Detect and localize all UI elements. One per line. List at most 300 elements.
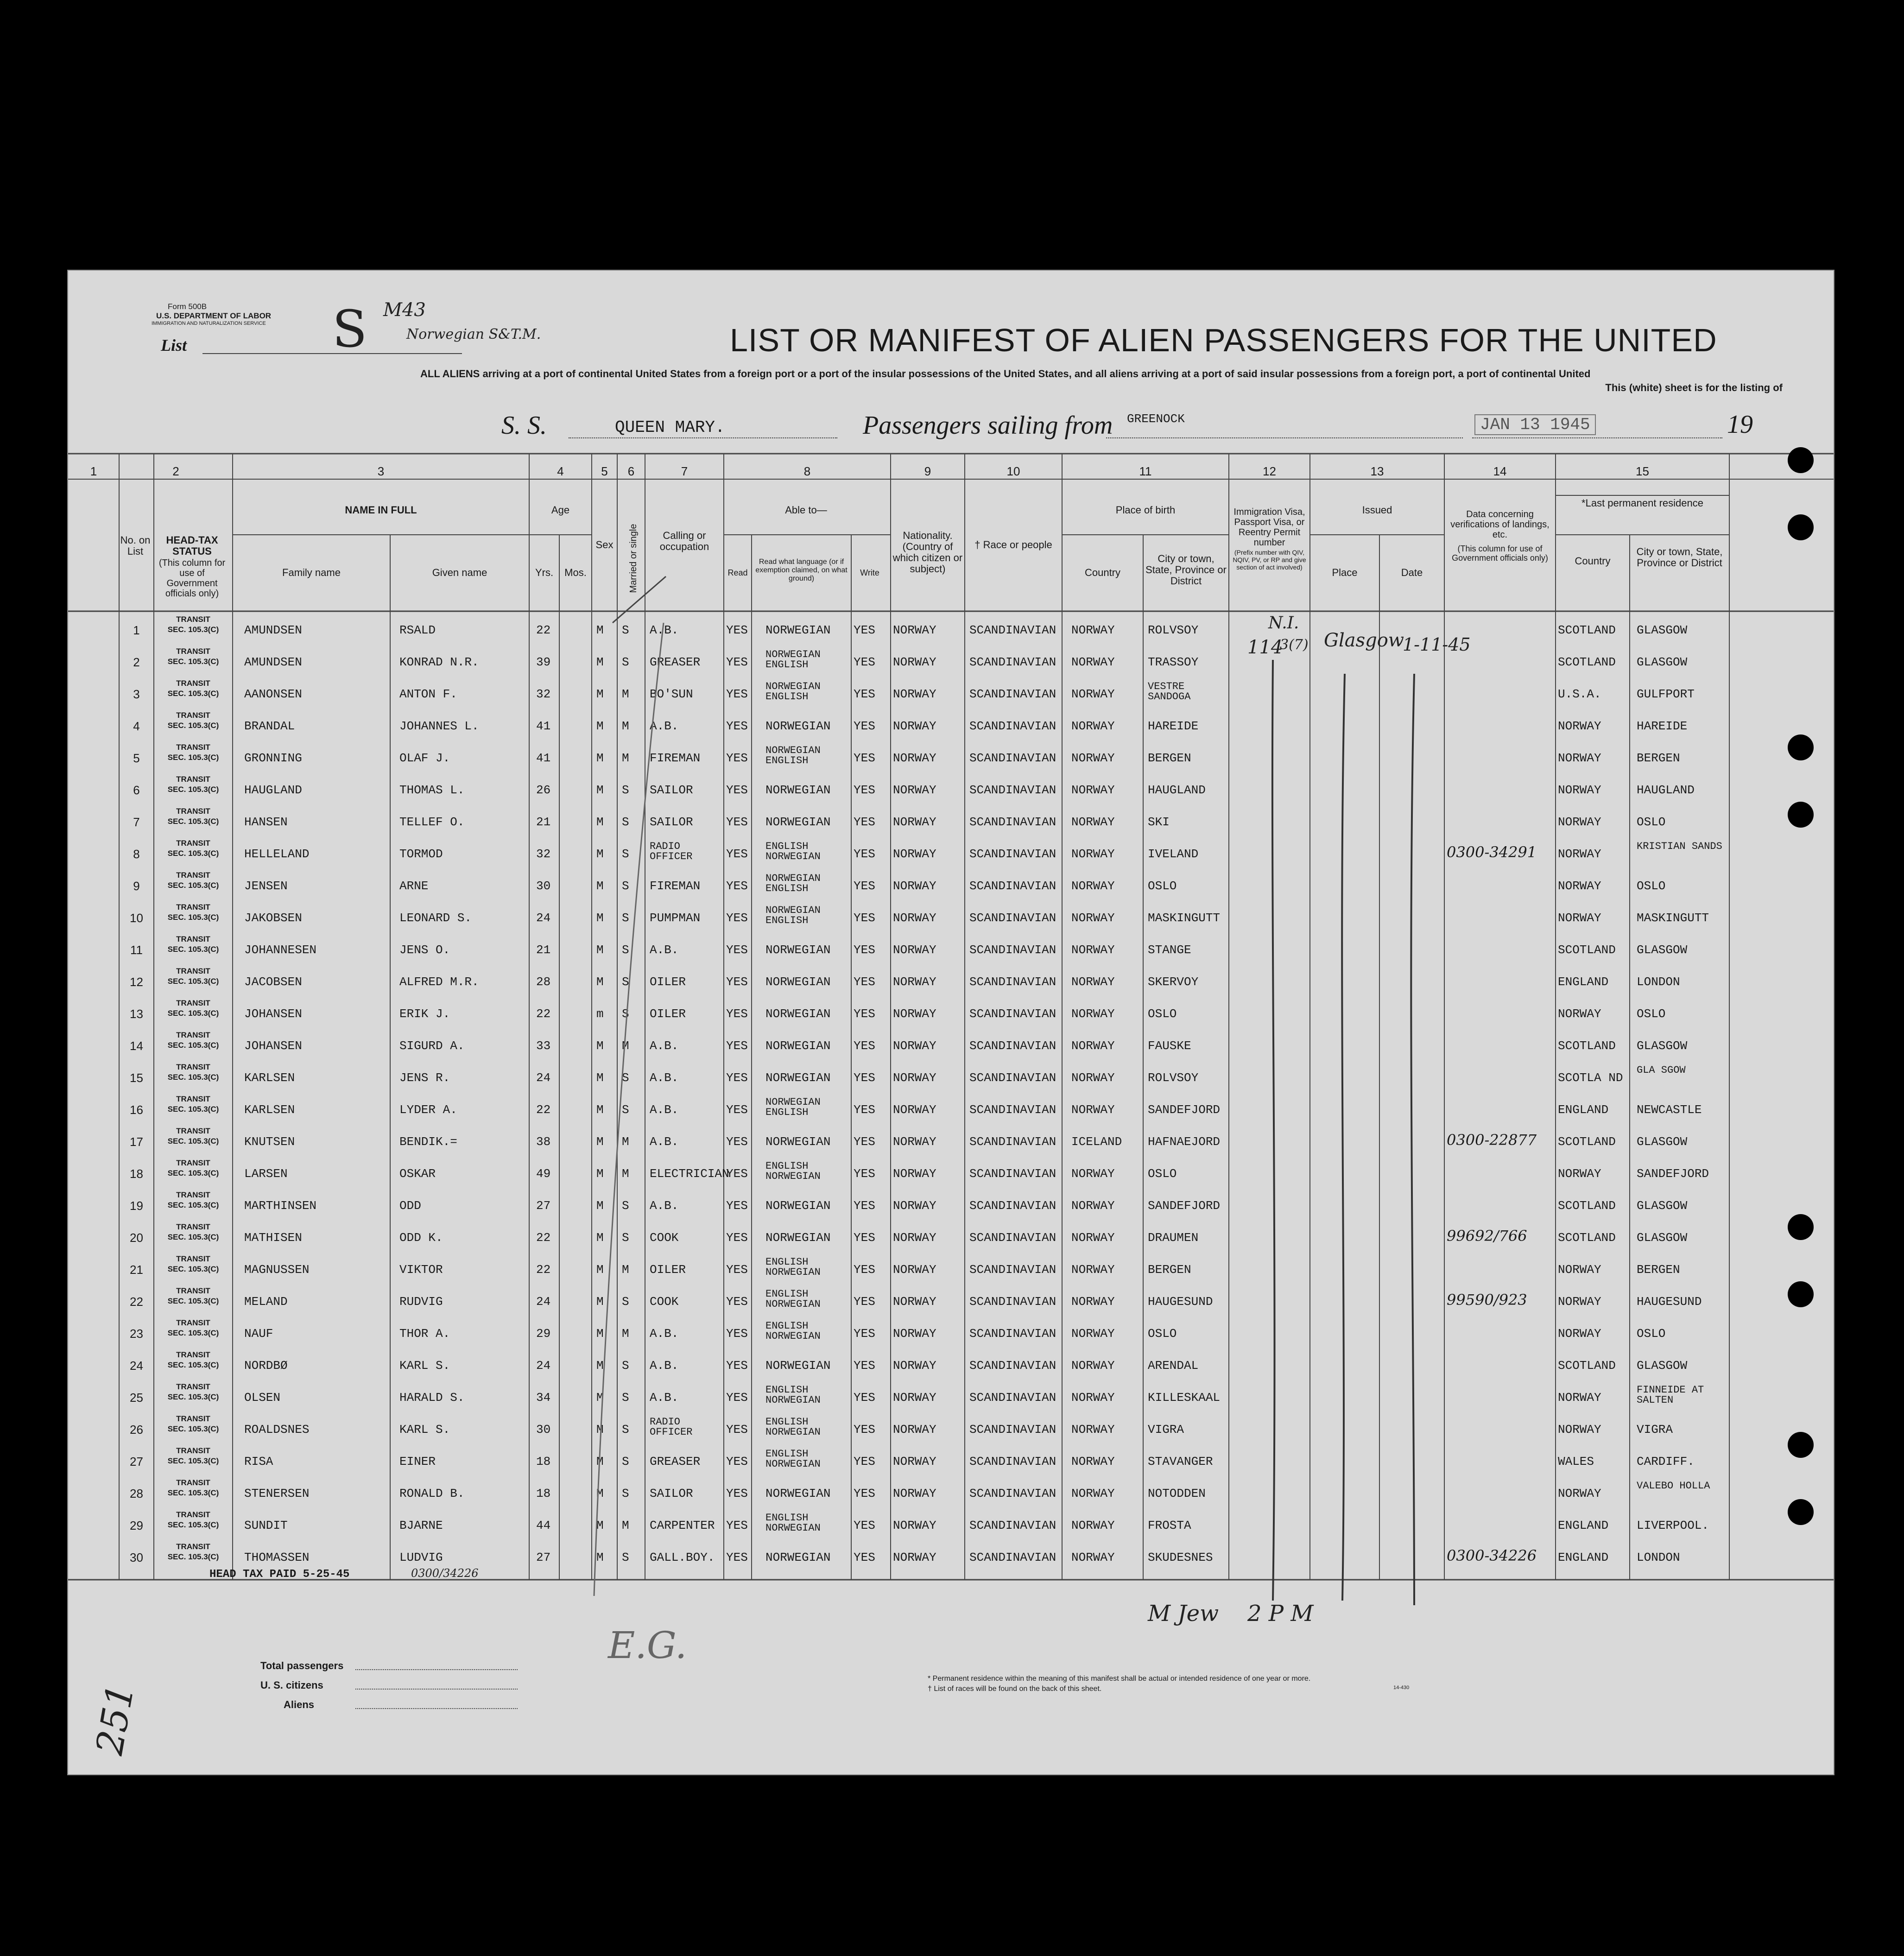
given-name: LYDER A. xyxy=(399,1103,457,1117)
age-years: 22 xyxy=(536,1007,551,1021)
can-read: YES xyxy=(726,1007,748,1021)
occupation: COOK xyxy=(650,1295,679,1309)
birth-city: STAVANGER xyxy=(1148,1455,1213,1469)
race: SCANDINAVIAN xyxy=(969,1263,1056,1277)
sex: M xyxy=(596,1039,604,1053)
given-name: OSKAR xyxy=(399,1167,436,1181)
can-read: YES xyxy=(726,1071,748,1085)
can-write: YES xyxy=(854,879,875,893)
row-number: 6 xyxy=(133,783,140,797)
family-name: MELAND xyxy=(244,1295,288,1309)
row-number: 25 xyxy=(130,1391,143,1405)
subtitle-2: This (white) sheet is for the listing of xyxy=(1605,382,1783,393)
marital-status: S xyxy=(622,1103,629,1117)
residence-country: NORWAY xyxy=(1558,1423,1601,1437)
birth-country: NORWAY xyxy=(1071,1359,1115,1373)
head-tax-status: TRANSIT xyxy=(176,807,210,816)
residence-city: LONDON xyxy=(1637,1551,1680,1564)
birth-country: NORWAY xyxy=(1071,1487,1115,1500)
residence-country: SCOTLAND xyxy=(1558,1039,1616,1053)
nationality: NORWAY xyxy=(893,1391,936,1405)
nationality: NORWAY xyxy=(893,1231,936,1245)
marital-status: S xyxy=(622,975,629,989)
sex: M xyxy=(596,815,604,829)
head-tax-status: TRANSIT xyxy=(176,711,210,720)
birth-city: OSLO xyxy=(1148,879,1177,893)
birth-country: NORWAY xyxy=(1071,1263,1115,1277)
birth-city: ROLVSOY xyxy=(1148,1071,1199,1085)
given-name: ODD xyxy=(399,1199,421,1213)
read-language: NORWEGIAN xyxy=(765,1551,831,1564)
sex: M xyxy=(596,975,604,989)
read-language: ENGLISH NORWEGIAN xyxy=(765,1160,821,1182)
residence-city: GLASGOW xyxy=(1637,1039,1688,1053)
birth-country: NORWAY xyxy=(1071,1103,1115,1117)
marital-status: M xyxy=(622,1039,629,1053)
verification: 99692/766 xyxy=(1447,1227,1527,1245)
age-years: 21 xyxy=(536,815,551,829)
age-years: 24 xyxy=(536,911,551,925)
birth-city: BERGEN xyxy=(1148,1263,1191,1277)
marital-status: S xyxy=(622,1071,629,1085)
can-write: YES xyxy=(854,655,875,669)
age-years: 22 xyxy=(536,1263,551,1277)
occupation: A.B. xyxy=(650,1135,679,1149)
can-read: YES xyxy=(726,655,748,669)
header-given-name: Given name xyxy=(432,567,487,578)
head-tax-section: SEC. 105.3(C) xyxy=(167,1073,219,1082)
nationality: NORWAY xyxy=(893,943,936,957)
occupation: OILER xyxy=(650,975,686,989)
race: SCANDINAVIAN xyxy=(969,687,1056,701)
sex: M xyxy=(596,1135,604,1149)
family-name: JENSEN xyxy=(244,879,288,893)
sex: M xyxy=(596,1295,604,1309)
age-years: 39 xyxy=(536,655,551,669)
birth-country: NORWAY xyxy=(1071,1551,1115,1564)
family-name: JOHANNESEN xyxy=(244,943,317,957)
given-name: TELLEF O. xyxy=(399,815,465,829)
race: SCANDINAVIAN xyxy=(969,1551,1056,1564)
residence-country: ENGLAND xyxy=(1558,975,1609,989)
birth-city: OSLO xyxy=(1148,1007,1177,1021)
family-name: MARTHINSEN xyxy=(244,1199,317,1213)
residence-city: FINNEIDE AT SALTEN xyxy=(1637,1384,1704,1406)
page-title: LIST OR MANIFEST OF ALIEN PASSENGERS FOR THE UNITED xyxy=(730,322,1717,358)
occupation: SAILOR xyxy=(650,815,693,829)
marital-status: S xyxy=(622,1487,629,1500)
header-sex: Sex xyxy=(595,539,614,551)
row-number: 29 xyxy=(130,1519,143,1532)
age-years: 27 xyxy=(536,1199,551,1213)
residence-city: VALEBO HOLLA xyxy=(1637,1480,1710,1492)
residence-city: OSLO xyxy=(1637,1007,1666,1021)
family-name: LARSEN xyxy=(244,1167,288,1181)
can-write: YES xyxy=(854,815,875,829)
occupation: A.B. xyxy=(650,1391,679,1405)
occupation: COOK xyxy=(650,1231,679,1245)
family-name: HANSEN xyxy=(244,815,288,829)
head-tax-status: TRANSIT xyxy=(176,679,210,688)
head-tax-section: SEC. 105.3(C) xyxy=(167,1009,219,1018)
header-issued-place: Place xyxy=(1332,567,1358,578)
date-stamp: JAN 13 1945 xyxy=(1474,414,1596,435)
birth-country: NORWAY xyxy=(1071,623,1115,637)
head-tax-status: TRANSIT xyxy=(176,1190,210,1199)
occupation: SAILOR xyxy=(650,1487,693,1500)
can-write: YES xyxy=(854,1359,875,1373)
race: SCANDINAVIAN xyxy=(969,1071,1056,1085)
residence-city: CARDIFF. xyxy=(1637,1455,1695,1469)
list-annotation: M43 xyxy=(383,299,426,321)
nationality: NORWAY xyxy=(893,1007,936,1021)
birth-country: NORWAY xyxy=(1071,1519,1115,1532)
residence-country: WALES xyxy=(1558,1455,1594,1469)
head-tax-section: SEC. 105.3(C) xyxy=(167,977,219,986)
sex: M xyxy=(596,783,604,797)
can-write: YES xyxy=(854,1103,875,1117)
can-write: YES xyxy=(854,847,875,861)
birth-country: NORWAY xyxy=(1071,1455,1115,1469)
birth-city: SANDEFJORD xyxy=(1148,1199,1221,1213)
sex: M xyxy=(596,1071,604,1085)
birth-city: HAFNAEJORD xyxy=(1148,1135,1221,1149)
head-tax-status: TRANSIT xyxy=(176,935,210,943)
birth-country: NORWAY xyxy=(1071,1039,1115,1053)
footer-us-citizens: U. S. citizens xyxy=(260,1679,323,1691)
race: SCANDINAVIAN xyxy=(969,1231,1056,1245)
given-name: KARL S. xyxy=(399,1423,450,1437)
read-language: NORWEGIAN ENGLISH xyxy=(765,905,821,926)
can-read: YES xyxy=(726,1391,748,1405)
binder-hole xyxy=(1788,1432,1814,1458)
residence-city: LIVERPOOL. xyxy=(1637,1519,1709,1532)
race: SCANDINAVIAN xyxy=(969,1103,1056,1117)
head-tax-status: TRANSIT xyxy=(176,775,210,784)
given-name: ODD K. xyxy=(399,1231,443,1245)
head-tax-section: SEC. 105.3(C) xyxy=(167,817,219,826)
age-years: 26 xyxy=(536,783,551,797)
residence-city: KRISTIAN SANDS xyxy=(1637,841,1722,852)
occupation: FIREMAN xyxy=(650,751,701,765)
read-language: ENGLISH NORWEGIAN xyxy=(765,1416,821,1438)
marital-status: S xyxy=(622,1391,629,1405)
sex: M xyxy=(596,1455,604,1469)
residence-country: ENGLAND xyxy=(1558,1551,1609,1564)
row-number: 26 xyxy=(130,1423,143,1437)
read-language: NORWEGIAN xyxy=(765,1071,831,1085)
occupation: A.B. xyxy=(650,1199,679,1213)
header-family-name: Family name xyxy=(282,567,341,578)
age-years: 49 xyxy=(536,1167,551,1181)
head-tax-paid-stamp: HEAD TAX PAID 5-25-45 xyxy=(209,1568,350,1581)
signature-1: M Jew xyxy=(1148,1601,1219,1627)
sex: M xyxy=(596,847,604,861)
race: SCANDINAVIAN xyxy=(969,1519,1056,1532)
row-number: 23 xyxy=(130,1327,143,1341)
header-place-of-birth: Place of birth xyxy=(1115,504,1176,516)
head-tax-section: SEC. 105.3(C) xyxy=(167,785,219,794)
birth-country: NORWAY xyxy=(1071,1423,1115,1437)
can-read: YES xyxy=(726,815,748,829)
header-last-residence: *Last permanent residence xyxy=(1581,497,1703,509)
can-read: YES xyxy=(726,1455,748,1469)
column-number: 5 xyxy=(601,464,608,478)
age-years: 30 xyxy=(536,1423,551,1437)
residence-country: NORWAY xyxy=(1558,783,1601,797)
row-number: 28 xyxy=(130,1487,143,1500)
nationality: NORWAY xyxy=(893,879,936,893)
nationality: NORWAY xyxy=(893,1199,936,1213)
can-write: YES xyxy=(854,975,875,989)
header-mos: Mos. xyxy=(564,567,587,578)
birth-country: NORWAY xyxy=(1071,1199,1115,1213)
age-years: 29 xyxy=(536,1327,551,1341)
race: SCANDINAVIAN xyxy=(969,1039,1056,1053)
given-name: THOMAS L. xyxy=(399,783,465,797)
footer-note-2: † List of races will be found on the back of this sheet. xyxy=(928,1685,1102,1693)
header-age: Age xyxy=(551,504,570,516)
race: SCANDINAVIAN xyxy=(969,847,1056,861)
race: SCANDINAVIAN xyxy=(969,1359,1056,1373)
head-tax-status: TRANSIT xyxy=(176,743,210,752)
birth-city: BERGEN xyxy=(1148,751,1191,765)
head-tax-section: SEC. 105.3(C) xyxy=(167,1105,219,1114)
family-name: OLSEN xyxy=(244,1391,281,1405)
family-name: ROALDSNES xyxy=(244,1423,310,1437)
residence-city: HAUGESUND xyxy=(1637,1295,1702,1309)
nationality: NORWAY xyxy=(893,1551,936,1564)
race: SCANDINAVIAN xyxy=(969,751,1056,765)
read-language: NORWEGIAN xyxy=(765,783,831,797)
nationality: NORWAY xyxy=(893,1487,936,1500)
residence-country: NORWAY xyxy=(1558,1391,1601,1405)
can-write: YES xyxy=(854,1167,875,1181)
head-tax-status: TRANSIT xyxy=(176,1510,210,1519)
can-read: YES xyxy=(726,1551,748,1564)
head-tax-section: SEC. 105.3(C) xyxy=(167,1297,219,1305)
occupation: A.B. xyxy=(650,1359,679,1373)
marital-status: S xyxy=(622,879,629,893)
visa-annotation-a: N.I. xyxy=(1268,614,1299,633)
race: SCANDINAVIAN xyxy=(969,655,1056,669)
can-read: YES xyxy=(726,1487,748,1500)
birth-city: FAUSKE xyxy=(1148,1039,1191,1053)
can-write: YES xyxy=(854,1327,875,1341)
department: U.S. DEPARTMENT OF LABOR xyxy=(156,311,272,320)
nationality: NORWAY xyxy=(893,1327,936,1341)
can-read: YES xyxy=(726,1359,748,1373)
race: SCANDINAVIAN xyxy=(969,719,1056,733)
can-write: YES xyxy=(854,1135,875,1149)
list-annotation-2: Norwegian S&T.M. xyxy=(406,326,541,342)
row-number: 12 xyxy=(130,975,143,989)
row-number: 17 xyxy=(130,1135,143,1149)
head-tax-status: TRANSIT xyxy=(176,647,210,656)
head-tax-section: SEC. 105.3(C) xyxy=(167,1393,219,1401)
occupation: GALL.BOY. xyxy=(650,1551,715,1564)
residence-city: MASKINGUTT xyxy=(1637,911,1709,925)
can-write: YES xyxy=(854,623,875,637)
marital-status: S xyxy=(622,1199,629,1213)
read-language: NORWEGIAN xyxy=(765,815,831,829)
initials: E.G. xyxy=(608,1624,687,1667)
head-tax-status: TRANSIT xyxy=(176,871,210,880)
row-number: 4 xyxy=(133,719,140,733)
occupation: FIREMAN xyxy=(650,879,701,893)
occupation: A.B. xyxy=(650,623,679,637)
birth-country: NORWAY xyxy=(1071,1391,1115,1405)
occupation: A.B. xyxy=(650,1327,679,1341)
head-tax-status: TRANSIT xyxy=(176,839,210,848)
can-write: YES xyxy=(854,1263,875,1277)
can-write: YES xyxy=(854,943,875,957)
row-number: 16 xyxy=(130,1103,143,1117)
read-language: NORWEGIAN xyxy=(765,1487,831,1500)
nationality: NORWAY xyxy=(893,1263,936,1277)
head-tax-section: SEC. 105.3(C) xyxy=(167,1137,219,1146)
head-tax-status: TRANSIT xyxy=(176,1158,210,1167)
family-name: JOHANSEN xyxy=(244,1007,302,1021)
read-language: ENGLISH NORWEGIAN xyxy=(765,1384,821,1406)
nationality: NORWAY xyxy=(893,1071,936,1085)
head-tax-section: SEC. 105.3(C) xyxy=(167,849,219,858)
birth-city: NOTODDEN xyxy=(1148,1487,1206,1500)
header-no-on-list: No. on List xyxy=(120,534,151,557)
age-years: 28 xyxy=(536,975,551,989)
birth-city: STANGE xyxy=(1148,943,1191,957)
row-number: 10 xyxy=(130,911,143,925)
column-number: 13 xyxy=(1370,464,1384,478)
row-number: 30 xyxy=(130,1551,143,1564)
residence-country: NORWAY xyxy=(1558,879,1601,893)
read-language: NORWEGIAN xyxy=(765,1199,831,1213)
can-read: YES xyxy=(726,687,748,701)
occupation: A.B. xyxy=(650,1071,679,1085)
form-number: Form 500B xyxy=(168,302,207,311)
footer-note-1: * Permanent residence within the meaning of this manifest shall be actual or intended residence of one year or more. xyxy=(928,1675,1311,1683)
birth-country: NORWAY xyxy=(1071,751,1115,765)
age-years: 24 xyxy=(536,1295,551,1309)
header-visa-note: (Prefix number with QIV, NQIV, PV, or RP and give section of act involved) xyxy=(1233,549,1306,571)
head-tax-status: TRANSIT xyxy=(176,1127,210,1135)
residence-country: NORWAY xyxy=(1558,815,1601,829)
marital-status: S xyxy=(622,815,629,829)
column-number: 2 xyxy=(172,464,179,478)
given-name: HARALD S. xyxy=(399,1391,465,1405)
can-write: YES xyxy=(854,783,875,797)
race: SCANDINAVIAN xyxy=(969,1007,1056,1021)
head-tax-section: SEC. 105.3(C) xyxy=(167,625,219,634)
head-tax-section: SEC. 105.3(C) xyxy=(167,721,219,730)
row-number: 27 xyxy=(130,1455,143,1469)
birth-city: KILLESKAAL xyxy=(1148,1391,1221,1405)
residence-country: NORWAY xyxy=(1558,1007,1601,1021)
marital-status: S xyxy=(622,783,629,797)
column-number: 3 xyxy=(377,464,385,478)
age-years: 18 xyxy=(536,1455,551,1469)
occupation: OILER xyxy=(650,1007,686,1021)
sex: M xyxy=(596,1487,604,1500)
header-write: Write xyxy=(860,568,879,577)
header-head-tax-note: (This column for use of Government officials only) xyxy=(158,558,226,599)
birth-city: MASKINGUTT xyxy=(1148,911,1221,925)
given-name: ANTON F. xyxy=(399,687,457,701)
family-name: AANONSEN xyxy=(244,687,302,701)
age-years: 32 xyxy=(536,687,551,701)
birth-city: SKI xyxy=(1148,815,1170,829)
marital-status: M xyxy=(622,687,629,701)
header-married: Married or single xyxy=(628,524,639,593)
read-language: NORWEGIAN xyxy=(765,975,831,989)
birth-country: NORWAY xyxy=(1071,879,1115,893)
birth-city: VESTRE SANDOGA xyxy=(1148,681,1191,703)
residence-country: NORWAY xyxy=(1558,1487,1601,1500)
header-read: Read xyxy=(727,568,748,577)
occupation: GREASER xyxy=(650,655,701,669)
given-name: BENDIK.= xyxy=(399,1135,457,1149)
birth-country: NORWAY xyxy=(1071,975,1115,989)
row-number: 3 xyxy=(133,687,140,701)
birth-city: HAREIDE xyxy=(1148,719,1199,733)
can-read: YES xyxy=(726,783,748,797)
read-language: NORWEGIAN ENGLISH xyxy=(765,681,821,703)
given-name: JENS R. xyxy=(399,1071,450,1085)
read-language: ENGLISH NORWEGIAN xyxy=(765,841,821,862)
age-years: 38 xyxy=(536,1135,551,1149)
can-read: YES xyxy=(726,751,748,765)
list-label: List xyxy=(161,336,187,354)
race: SCANDINAVIAN xyxy=(969,1199,1056,1213)
sex: M xyxy=(596,1519,604,1532)
given-name: LUDVIG xyxy=(399,1551,443,1564)
head-tax-section: SEC. 105.3(C) xyxy=(167,1265,219,1273)
head-tax-section: SEC. 105.3(C) xyxy=(167,1361,219,1369)
head-tax-section: SEC. 105.3(C) xyxy=(167,1488,219,1497)
birth-city: DRAUMEN xyxy=(1148,1231,1199,1245)
header-verifications-note: (This column for use of Government officials only) xyxy=(1452,544,1548,563)
residence-country: NORWAY xyxy=(1558,751,1601,765)
head-tax-status: TRANSIT xyxy=(176,1063,210,1071)
row-number: 7 xyxy=(133,815,140,829)
family-name: HELLELAND xyxy=(244,847,310,861)
age-years: 24 xyxy=(536,1359,551,1373)
birth-city: IVELAND xyxy=(1148,847,1199,861)
race: SCANDINAVIAN xyxy=(969,975,1056,989)
head-tax-status: TRANSIT xyxy=(176,1222,210,1231)
sailing-label: Passengers sailing from xyxy=(863,411,1113,440)
residence-city: GULFPORT xyxy=(1637,687,1695,701)
race: SCANDINAVIAN xyxy=(969,815,1056,829)
residence-country: NORWAY xyxy=(1558,1263,1601,1277)
age-years: 18 xyxy=(536,1487,551,1500)
marital-status: S xyxy=(622,1455,629,1469)
head-tax-section: SEC. 105.3(C) xyxy=(167,1456,219,1465)
column-number: 7 xyxy=(681,464,688,478)
header-calling: Calling or occupation xyxy=(659,530,709,552)
column-number: 14 xyxy=(1493,464,1507,478)
row-number: 8 xyxy=(133,847,140,861)
birth-country: NORWAY xyxy=(1071,687,1115,701)
sex: M xyxy=(596,655,604,669)
occupation: A.B. xyxy=(650,1103,679,1117)
occupation: CARPENTER xyxy=(650,1519,715,1532)
head-tax-section: SEC. 105.3(C) xyxy=(167,1329,219,1337)
nationality: NORWAY xyxy=(893,751,936,765)
birth-city: HAUGLAND xyxy=(1148,783,1206,797)
head-tax-section: SEC. 105.3(C) xyxy=(167,753,219,762)
residence-city: GLASGOW xyxy=(1637,1359,1688,1373)
